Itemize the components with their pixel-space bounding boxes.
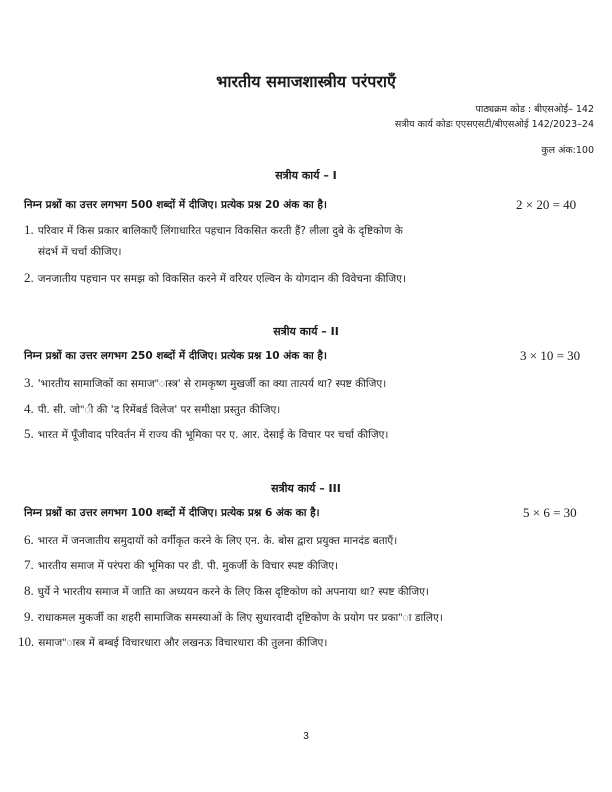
question-text: भारत में जनजातीय समुदायों को वर्गीकृत करने के लिए एन. के. बोस द्वारा प्रयुक्त मानदंड बताएँ।: [37, 535, 398, 547]
section-heading-2: सत्रीय कार्य – II: [273, 325, 339, 338]
document-title: भारतीय समाजशास्त्रीय परंपराएँ: [216, 72, 396, 91]
question-text: राधाकमल मुकर्जी का शहरी सामाजिक समस्याओं के लिए सुधारवादी दृष्टिकोण के प्रयोग पर प्रका"ा डालिए।: [37, 612, 443, 624]
question-number: 2.: [24, 270, 34, 285]
page-number: 3: [303, 731, 309, 742]
course-code: पाठ्यक्रम कोड : बीएसओई– 142: [475, 104, 594, 115]
question-number: 6.: [24, 532, 34, 547]
question-number: 10.: [18, 634, 35, 649]
question-4: [24, 401, 280, 417]
question-number: 9.: [24, 609, 34, 624]
section-instruction-2: निम्न प्रश्नों का उत्तर लगभग 250 शब्दों में दीजिए। प्रत्येक प्रश्न 10 अंक का है।: [24, 350, 327, 362]
section-marks-1: 2 × 20 = 40: [516, 197, 577, 212]
question-number: 4.: [24, 401, 34, 416]
total-marks: कुल अंक:100: [541, 145, 594, 156]
question-text: समाज"ास्त्र में बम्बई विचारधारा और लखनऊ विचारधारा की तुलना कीजिए।: [38, 637, 328, 649]
question-1: [24, 222, 403, 238]
question-number: 8.: [24, 583, 34, 598]
question-text: पी. सी. जो"ी की 'द रिमेंबर्ड विलेज' पर समीक्षा प्रस्तुत कीजिए।: [37, 404, 281, 416]
section-instruction-3: निम्न प्रश्नों का उत्तर लगभग 100 शब्दों में दीजिए। प्रत्येक प्रश्न 6 अंक का है।: [24, 507, 320, 519]
section-heading-3: सत्रीय कार्य – III: [271, 482, 341, 495]
question-text: भारतीय समाज में परंपरा की भूमिका पर डी. पी. मुकर्जी के विचार स्पष्ट कीजिए।: [37, 560, 339, 572]
question-number: 1.: [24, 222, 34, 237]
question-8: [24, 583, 429, 599]
question-number: 5.: [24, 426, 34, 441]
question-7: [24, 557, 338, 573]
question-10: [18, 634, 327, 650]
section-marks-2: 3 × 10 = 30: [520, 348, 581, 363]
question-number: 3.: [24, 375, 34, 390]
question-9: [24, 609, 443, 625]
section-heading-1: सत्रीय कार्य – I: [275, 169, 337, 182]
question-text: भारत में पूँजीवाद परिवर्तन में राज्य की भूमिका पर ए. आर. देसाई के विचार पर चर्चा कीजिए।: [37, 429, 389, 441]
question-6: [24, 532, 397, 548]
question-text: घुर्ये ने भारतीय समाज में जाति का अध्ययन करने के लिए किस दृष्टिकोण को अपनाया था? स्पष्ट कीजिए।: [37, 586, 429, 598]
assignment-code: सत्रीय कार्य कोडः एएसएसटी/बीएसओई 142/2023–24: [394, 119, 594, 130]
question-2: [24, 270, 406, 286]
question-text: जनजातीय पहचान पर समझ को विकसित करने में वरियर एल्विन के योगदान की विवेचना कीजिए।: [37, 273, 406, 285]
question-number: 7.: [24, 557, 34, 572]
question-text: परिवार में किस प्रकार बालिकाएँ लिंगाधारित पहचान विकसित करती हैं? लीला दुबे के दृष्टिकोण के: [37, 225, 403, 237]
section-instruction-1: निम्न प्रश्नों का उत्तर लगभग 500 शब्दों में दीजिए। प्रत्येक प्रश्न 20 अंक का है।: [24, 199, 327, 211]
section-marks-3: 5 × 6 = 30: [523, 505, 577, 520]
question-1-continued: संदर्भ में चर्चा कीजिए।: [38, 246, 122, 258]
question-3: [24, 375, 386, 391]
question-text: 'भारतीय सामाजिकों का समाज"ास्त्र' से रामकृष्ण मुखर्जी का क्या तात्पर्य था? स्पष्ट कीजिए।: [37, 378, 387, 390]
question-5: [24, 426, 388, 442]
